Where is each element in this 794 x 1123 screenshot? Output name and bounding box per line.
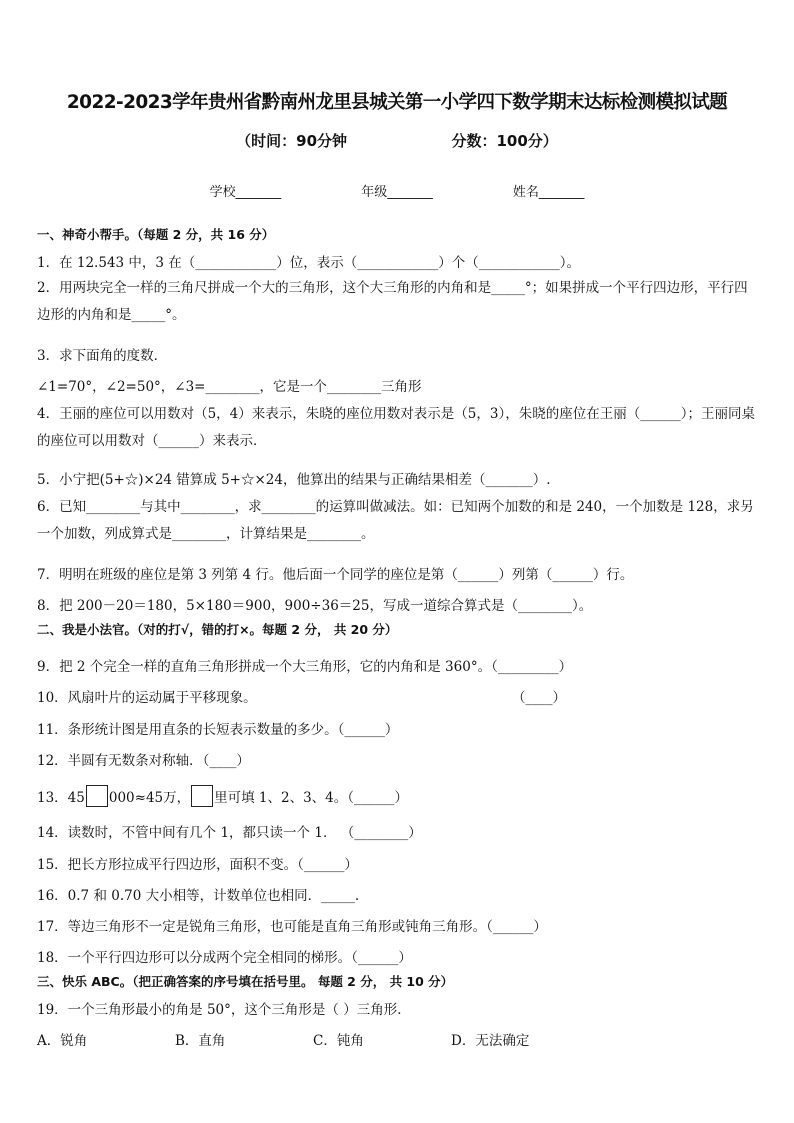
option-b[interactable]: B．直角 bbox=[175, 1033, 226, 1049]
question-16: 16．0.7 和 0.70 大小相等，计数单位也相同．_____. bbox=[37, 888, 360, 904]
question-2: 2．用两块完全一样的三角尺拼成一个大的三角形，这个大三角形的内角和是_____°；如果拼成一个平行四边形，平行四边形的内角和是_____°。 bbox=[37, 280, 748, 323]
question-3: 3．求下面角的度数． bbox=[37, 348, 168, 364]
page-title: 2022-2023学年贵州省黔南州龙里县城关第一小学四下数学期末达标检测模拟试题 bbox=[66, 92, 728, 113]
section-1-heading: 一、神奇小帮手。（每题 2 分，共 16 分） bbox=[37, 227, 275, 242]
question-15: 15．把长方形拉成平行四边形，面积不变。（______） bbox=[37, 857, 358, 873]
question-13-part-a: 13．45 bbox=[37, 790, 85, 806]
question-10-answer: （____） bbox=[512, 690, 566, 706]
section-3-heading: 三、快乐 ABC。（把正确答案的序号填在括号里。 每题 2 分， 共 10 分） bbox=[37, 974, 454, 989]
question-6: 6．已知________与其中________，求________的运算叫做减法。如：已知两个加数的和是 240，一个加数是 128，求另一个加数，列成算式是________，计算结果是________。 bbox=[37, 499, 754, 542]
school-field[interactable]: 学校_______ bbox=[209, 185, 282, 200]
grade-field[interactable]: 年级_______ bbox=[361, 185, 433, 200]
student-info bbox=[0, 181, 794, 200]
question-4: 4．王丽的座位可以用数对（5，4）来表示，朱晓的座位用数对表示是（5，3），朱晓的座位在王丽（______）；王丽同桌的座位可以用数对（______）来表示． bbox=[37, 406, 755, 449]
question-19: 19．一个三角形最小的角是 50°，这个三角形是（ ）三角形． bbox=[37, 1002, 411, 1018]
question-14: 14．读数时，不管中间有几个 1，都只读一个 1． （________） bbox=[37, 825, 422, 841]
blank-box[interactable] bbox=[86, 785, 108, 807]
exam-time: （时间：90分钟 bbox=[236, 132, 348, 150]
question-13-part-b: 000≈45万， bbox=[108, 790, 191, 806]
exam-meta bbox=[0, 130, 794, 151]
question-5: 5．小宁把(5+☆)×24 错算成 5+☆×24，他算出的结果与正确结果相差（_______）. bbox=[37, 472, 551, 488]
option-c[interactable]: C．钝角 bbox=[313, 1033, 364, 1049]
blank-box[interactable] bbox=[191, 785, 213, 807]
question-19-options bbox=[37, 1029, 589, 1049]
question-17: 17．等边三角形不一定是锐角三角形，也可能是直角三角形或钝角三角形。（______） bbox=[37, 919, 547, 935]
question-13-part-c: 里可填 1、2、3、4。（______） bbox=[214, 790, 409, 806]
question-10: 10．风扇叶片的运动属于平移现象。 bbox=[37, 690, 257, 706]
question-12: 12．半圆有无数条对称轴．（____） bbox=[37, 753, 250, 769]
question-8: 8．把 200－20＝180，5×180＝900，900÷36＝25，写成一道综合算式是（________）。 bbox=[37, 598, 593, 614]
question-9: 9．把 2 个完全一样的直角三角形拼成一个大三角形，它的内角和是 360°。（_________） bbox=[37, 659, 573, 675]
question-1: 1．在 12.543 中，3 在（____________）位，表示（____________）个（____________）。 bbox=[37, 255, 581, 271]
question-3-body: ∠1=70°，∠2=50°，∠3=________，它是一个________三角形 bbox=[37, 379, 422, 395]
option-a[interactable]: A．锐角 bbox=[37, 1033, 88, 1049]
question-7: 7．明明在班级的座位是第 3 列第 4 行。他后面一个同学的座位是第（______）列第（______）行。 bbox=[37, 567, 634, 583]
section-2-heading: 二、我是小法官。（对的打√，错的打×。每题 2 分， 共 20 分） bbox=[37, 622, 398, 637]
option-d[interactable]: D．无法确定 bbox=[451, 1033, 530, 1049]
exam-score: 分数：100分） bbox=[451, 132, 558, 150]
question-13 bbox=[37, 785, 408, 807]
question-11: 11．条形统计图是用直条的长短表示数量的多少。（______） bbox=[37, 722, 399, 738]
name-field[interactable]: 姓名_______ bbox=[512, 185, 585, 200]
question-18: 18．一个平行四边形可以分成两个完全相同的梯形。（______） bbox=[37, 950, 412, 966]
